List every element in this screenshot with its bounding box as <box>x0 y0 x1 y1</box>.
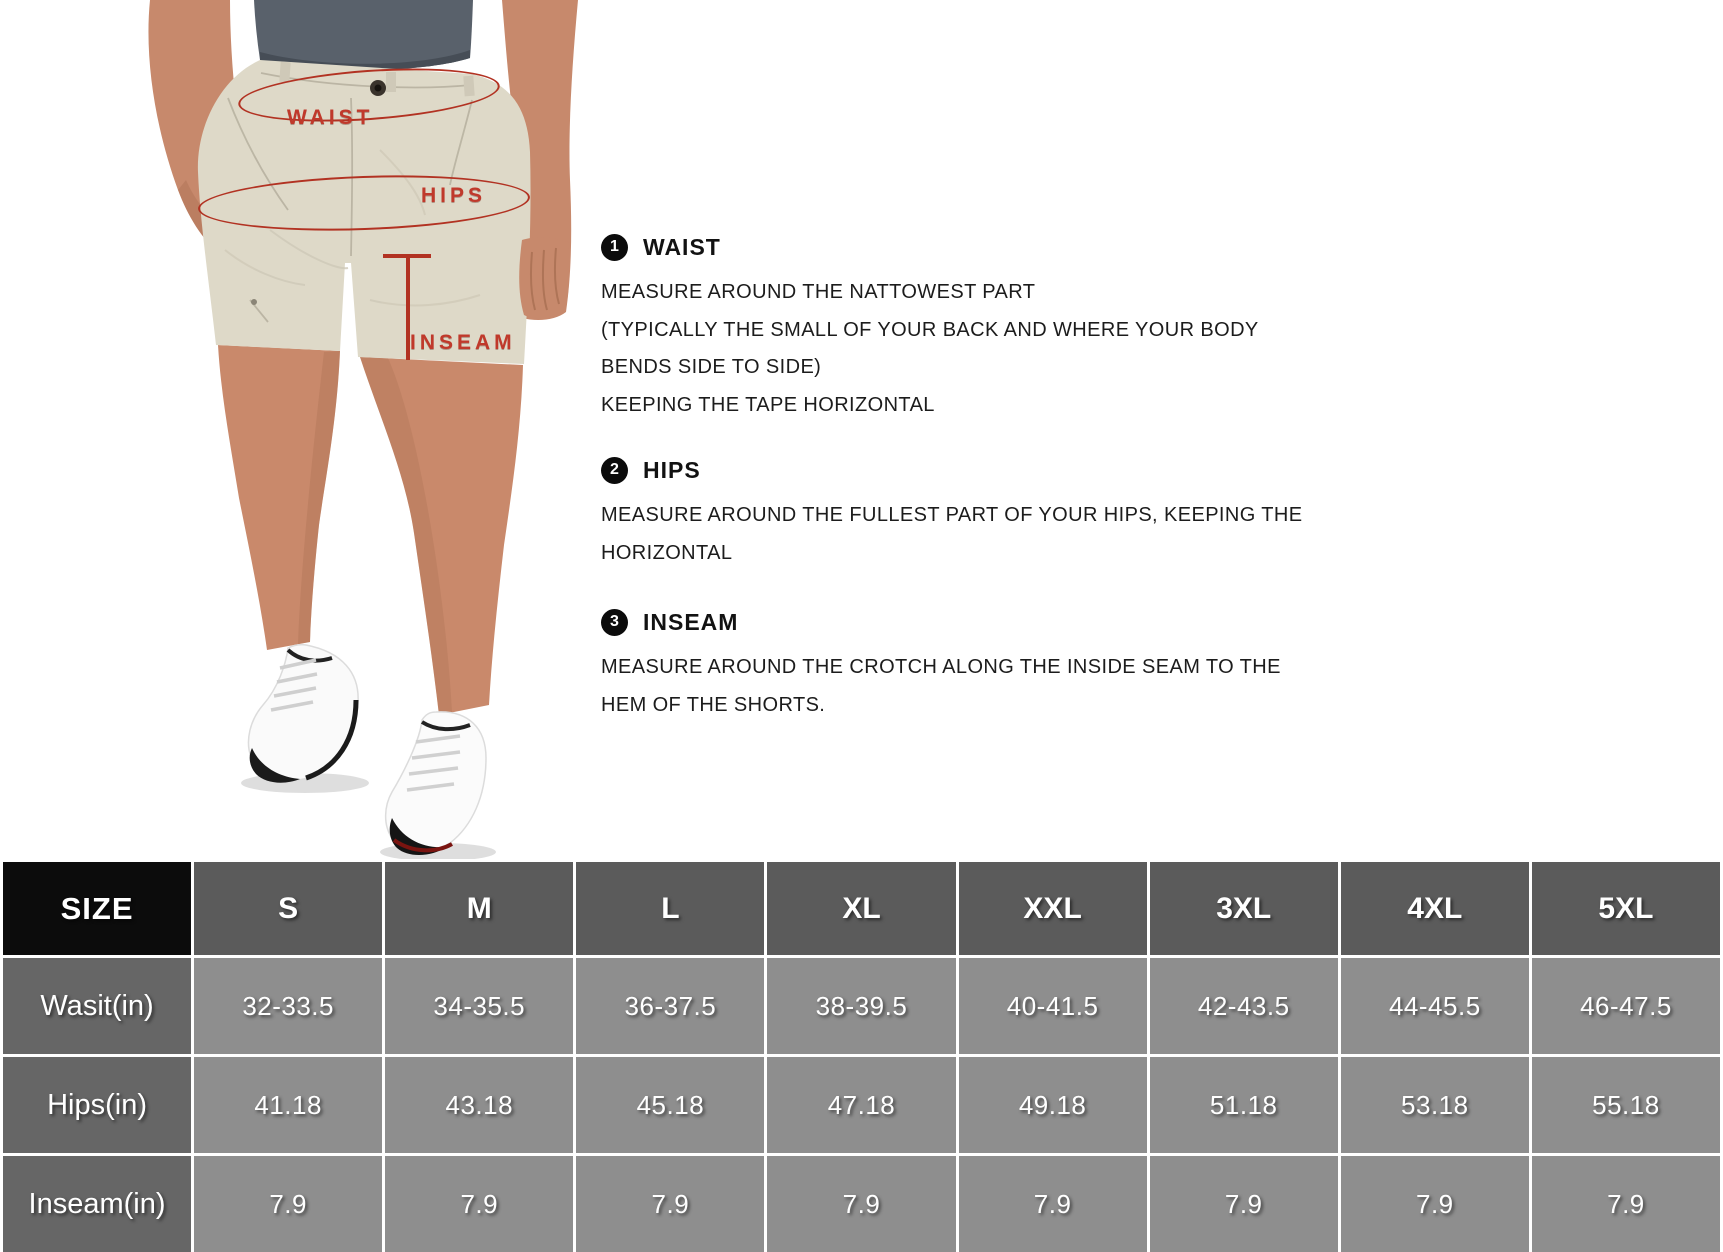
size-table-header-xl: XL <box>767 862 955 955</box>
number-2-bullet-icon: 2 <box>601 457 628 484</box>
shorts <box>198 60 531 364</box>
waist-instruction-line: KEEPING THE TAPE HORIZONTAL <box>601 393 935 416</box>
waist-value-s: 32-33.5 <box>194 958 382 1054</box>
hips-instruction-title: HIPS <box>643 456 701 483</box>
waist-annotation-label: WAIST <box>287 106 374 129</box>
waist-instruction-line: MEASURE AROUND THE NATTOWEST PART <box>601 281 1036 303</box>
inseam-annotation-label: INSEAM <box>410 331 516 354</box>
size-table-header-size: SIZE <box>3 862 191 955</box>
hips-value-3xl: 51.18 <box>1150 1057 1338 1153</box>
inseam-value-xl: 7.9 <box>767 1156 955 1252</box>
inseam-value-xxl: 7.9 <box>959 1156 1147 1252</box>
inseam-instruction-heading <box>601 607 1441 637</box>
hips-value-xl: 47.18 <box>767 1057 955 1153</box>
inseam-instruction-title: INSEAM <box>643 608 739 635</box>
waist-value-3xl: 42-43.5 <box>1150 958 1338 1054</box>
waist-value-5xl: 46-47.5 <box>1532 958 1720 1054</box>
hips-value-5xl: 55.18 <box>1532 1057 1720 1153</box>
waist-instruction-line: (TYPICALLY THE SMALL OF YOUR BACK AND WHERE YOUR BODY <box>601 318 1259 341</box>
inseam-value-s: 7.9 <box>194 1156 382 1252</box>
number-1-bullet-icon: 1 <box>601 234 628 261</box>
size-table-header-m: M <box>385 862 573 955</box>
inseam-value-m: 7.9 <box>385 1156 573 1252</box>
hips-value-m: 43.18 <box>385 1057 573 1153</box>
hips-value-s: 41.18 <box>194 1057 382 1153</box>
right-shoe <box>386 712 486 852</box>
waist-value-4xl: 44-45.5 <box>1341 958 1529 1054</box>
waist-instruction-line: BENDS SIDE TO SIDE) <box>601 356 822 378</box>
inseam-row-label: Inseam(in) <box>3 1156 191 1252</box>
left-shoe <box>248 645 358 781</box>
measurement-instructions <box>601 232 1441 724</box>
inseam-value-5xl: 7.9 <box>1532 1156 1720 1252</box>
hips-annotation-label: HIPS <box>421 184 487 207</box>
waist-value-l: 36-37.5 <box>576 958 764 1054</box>
waist-instruction-heading <box>601 232 1441 262</box>
inseam-value-l: 7.9 <box>576 1156 764 1252</box>
inseam-value-3xl: 7.9 <box>1150 1156 1338 1252</box>
waist-row-label: Wasit(in) <box>3 958 191 1054</box>
waist-instruction-title: WAIST <box>643 233 721 260</box>
waist-value-m: 34-35.5 <box>385 958 573 1054</box>
model-illustration <box>120 0 600 860</box>
size-table-header-5xl: 5XL <box>1532 862 1720 955</box>
hips-value-4xl: 53.18 <box>1341 1057 1529 1153</box>
inseam-instruction-line: MEASURE AROUND THE CROTCH ALONG THE INSIDE SEAM TO THE <box>601 656 1281 678</box>
waist-value-xxl: 40-41.5 <box>959 958 1147 1054</box>
size-table-header-xxl: XXL <box>959 862 1147 955</box>
hips-instruction-heading <box>601 455 1441 485</box>
inseam-value-4xl: 7.9 <box>1341 1156 1529 1252</box>
inseam-instruction-line: HEM OF THE SHORTS. <box>601 693 826 716</box>
right-hand <box>519 237 569 318</box>
size-table-header-3xl: 3XL <box>1150 862 1338 955</box>
hips-value-l: 45.18 <box>576 1057 764 1153</box>
size-table <box>0 859 1723 1246</box>
size-table-header-s: S <box>194 862 382 955</box>
size-table-header-4xl: 4XL <box>1341 862 1529 955</box>
hips-instruction-line: MEASURE AROUND THE FULLEST PART OF YOUR HIPS, KEEPING THE <box>601 504 1303 526</box>
hips-row-label: Hips(in) <box>3 1057 191 1153</box>
hips-instruction-line: HORIZONTAL <box>601 541 733 564</box>
number-3-bullet-icon: 3 <box>601 609 628 636</box>
waist-value-xl: 38-39.5 <box>767 958 955 1054</box>
size-table-header-l: L <box>576 862 764 955</box>
model-photo <box>120 0 600 860</box>
hips-value-xxl: 49.18 <box>959 1057 1147 1153</box>
